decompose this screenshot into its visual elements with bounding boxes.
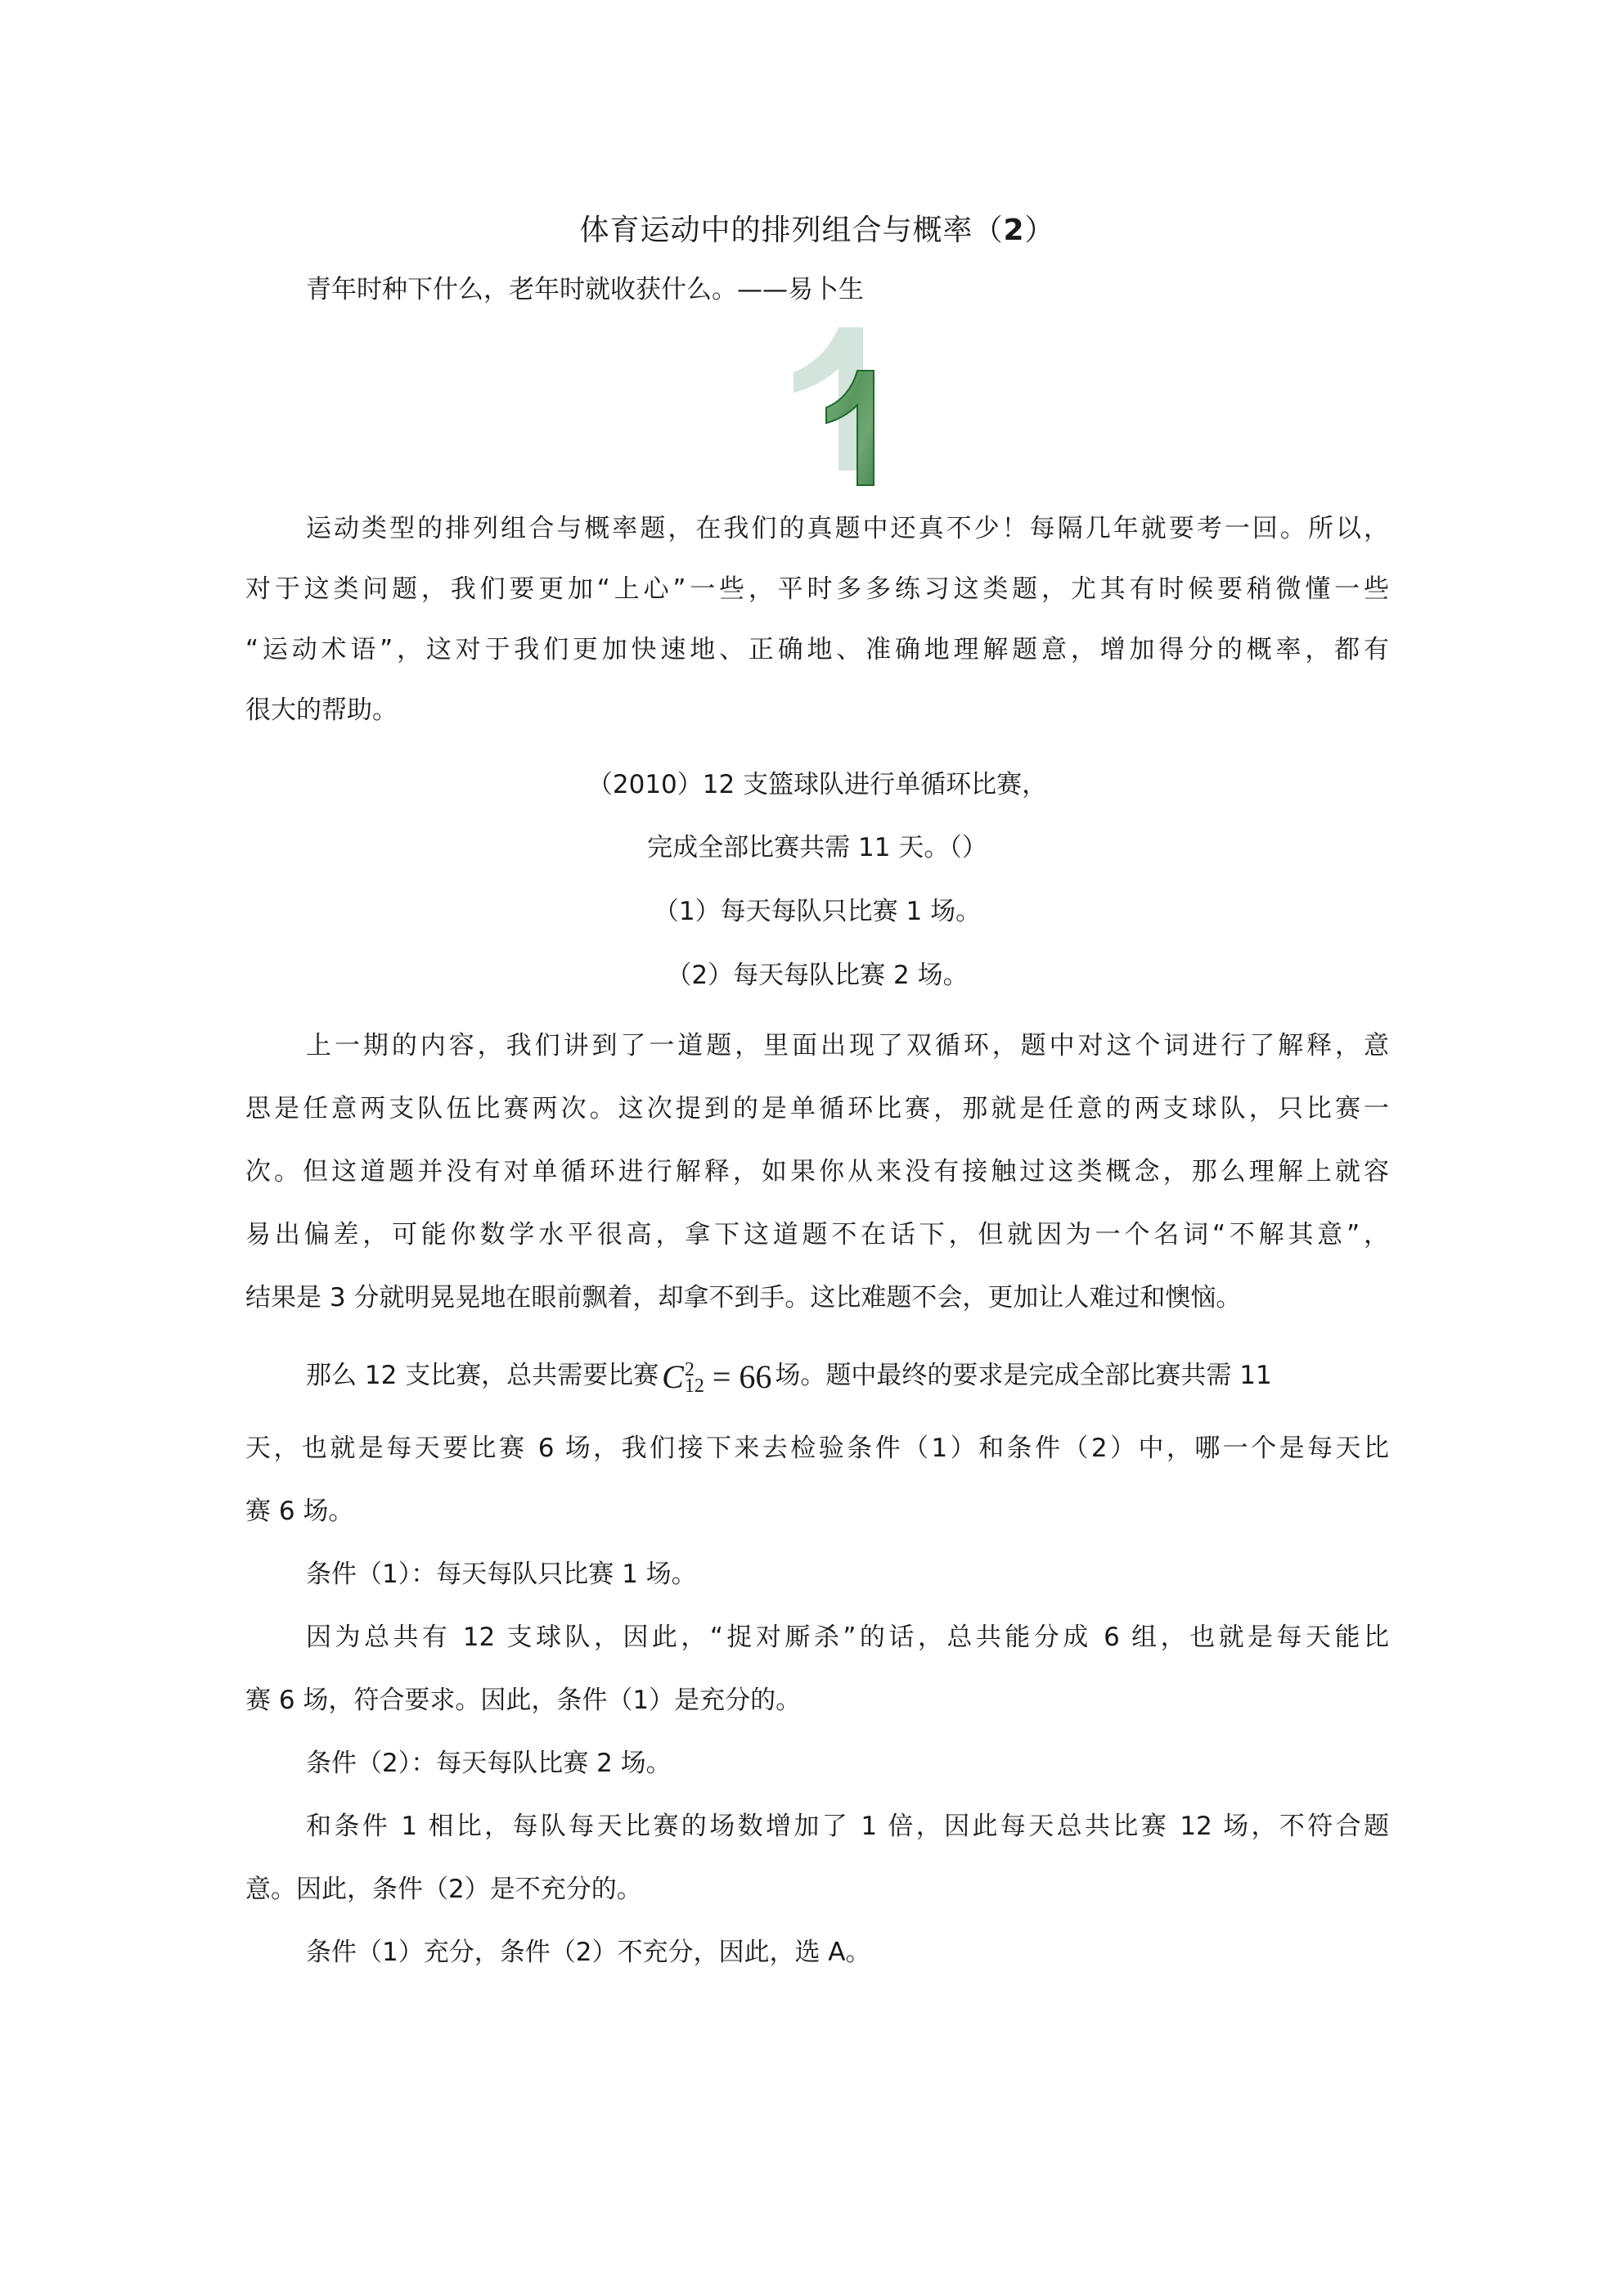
formula-superscript: 2	[684, 1359, 695, 1381]
formula-result: = 66	[712, 1357, 772, 1395]
analysis-line-3: 次。但这道题并没有对单循环进行解释，如果你从来没有接触过这类概念，那么理解上就容	[245, 1157, 1389, 1186]
condition2-line-1: 和条件 1 相比，每队每天比赛的场数增加了 1 倍，因此每天总共比赛 12 场，不符合题	[306, 1812, 1389, 1841]
condition1-heading: 条件（1）：每天每队只比赛 1 场。	[306, 1560, 697, 1589]
title-number: 2	[1003, 214, 1025, 247]
page-title	[245, 211, 1389, 250]
analysis-line-1: 上一期的内容，我们讲到了一道题，里面出现了双循环，题中对这个词进行了解释，意	[306, 1031, 1389, 1060]
condition2-line-2: 意。因此，条件（2）是不充分的。	[245, 1875, 642, 1904]
intro-line-4: 很大的帮助。	[245, 696, 398, 725]
section-numeral-graphic	[761, 323, 892, 495]
formula-line-after: 场。题中最终的要求是完成全部比赛共需 11	[775, 1361, 1272, 1390]
conclusion: 条件（1）充分，条件（2）不充分，因此，选 A。	[306, 1938, 871, 1967]
problem-condition-2: （2）每天每队比赛 2 场。	[666, 961, 969, 990]
title-close: ）	[1024, 214, 1055, 247]
formula-variable: C	[662, 1357, 684, 1395]
title-text: 体育运动中的排列组合与概率（	[579, 214, 1004, 247]
formula-cont-line-2: 赛 6 场。	[245, 1497, 354, 1526]
analysis-line-4: 易出偏差，可能你数学水平很高，拿下这道题不在话下，但就因为一个名词“不解其意”，	[245, 1220, 1389, 1249]
condition1-line-1: 因为总共有 12 支球队，因此，“捉对厮杀”的话，总共能分成 6 组，也就是每天能比	[306, 1623, 1389, 1652]
problem-stem-line-2: 完成全部比赛共需 11 天。（）	[647, 833, 987, 862]
epigraph: 青年时种下什么，老年时就收获什么。——易卜生	[306, 275, 864, 304]
intro-line-1: 运动类型的排列组合与概率题，在我们的真题中还真不少！每隔几年就要考一回。所以，	[306, 514, 1389, 543]
problem-stem-line-1: （2010）12 支篮球队进行单循环比赛，	[587, 770, 1048, 799]
condition2-heading: 条件（2）：每天每队比赛 2 场。	[306, 1749, 672, 1778]
numeral-one-icon	[761, 323, 892, 495]
problem-condition-1: （1）每天每队只比赛 1 场。	[653, 897, 982, 926]
analysis-line-5: 结果是 3 分就明晃晃地在眼前飘着，却拿不到手。这比难题不会，更加让人难过和懊恼。	[245, 1283, 1242, 1312]
formula-line-before: 那么 12 支比赛，总共需要比赛	[306, 1361, 659, 1390]
formula-line	[245, 1354, 1389, 1398]
intro-line-3: “运动术语”，这对于我们更加快速地、正确地、准确地理解题意，增加得分的概率，都有	[245, 635, 1389, 664]
intro-line-2: 对于这类问题，我们要更加“上心”一些，平时多多练习这类题，尤其有时候要稍微懂一些	[245, 574, 1389, 604]
combination-formula	[662, 1356, 771, 1398]
formula-cont-line-1: 天，也就是每天要比赛 6 场，我们接下来去检验条件（1）和条件（2）中，哪一个是每天比	[245, 1434, 1389, 1463]
condition1-line-2: 赛 6 场，符合要求。因此，条件（1）是充分的。	[245, 1686, 802, 1715]
analysis-line-2: 思是任意两支队伍比赛两次。这次提到的是单循环比赛，那就是任意的两支球队，只比赛一	[245, 1094, 1389, 1123]
formula-subscript: 12	[684, 1375, 704, 1398]
